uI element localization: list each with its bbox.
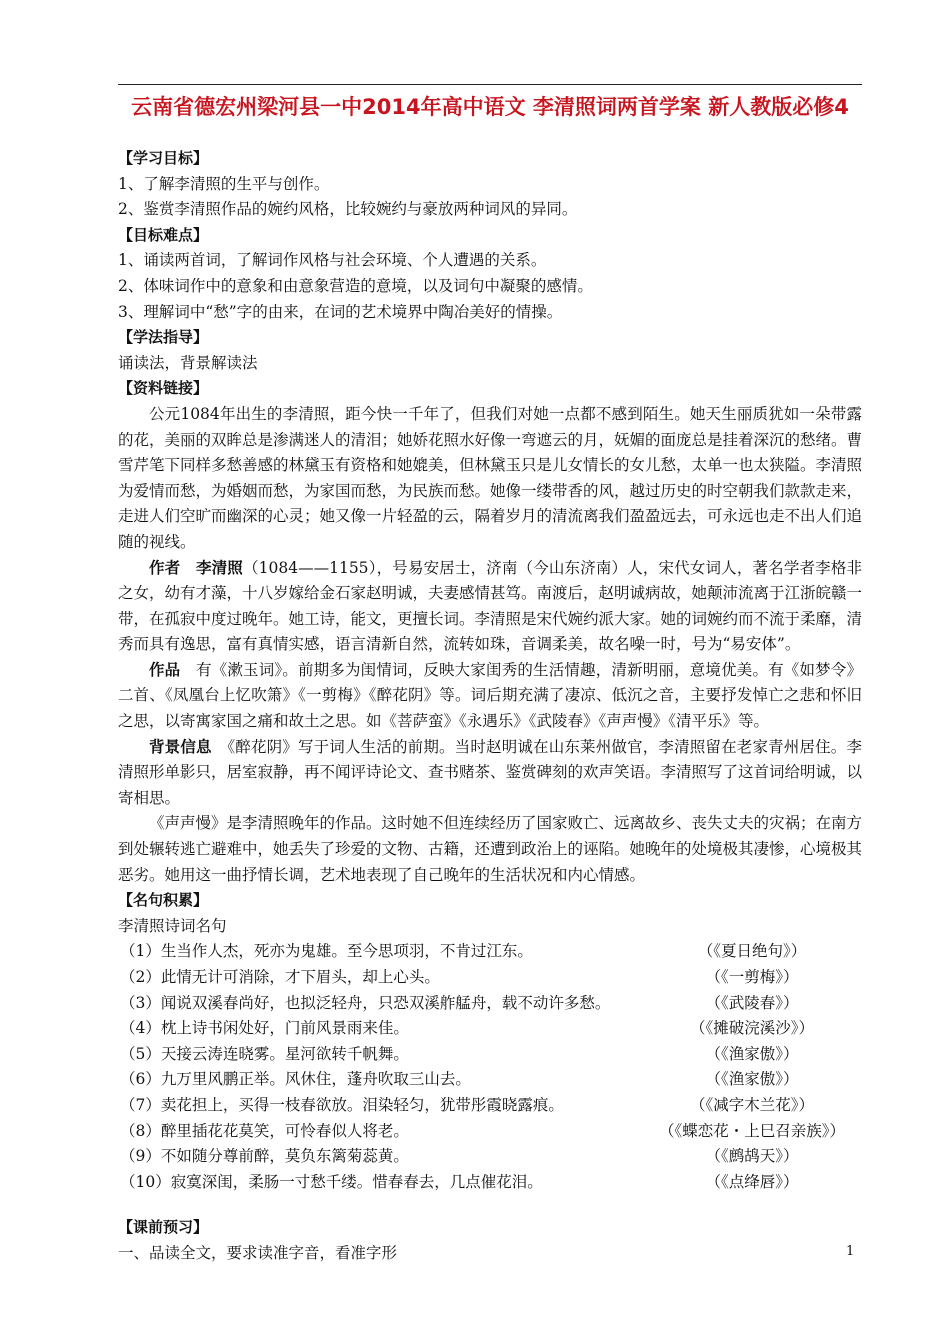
quote-item: [118, 939, 862, 965]
quote-text: （1）生当作人杰，死亦为鬼雄。至今思项羽，不肯过江东。: [120, 942, 533, 961]
quote-text: （5）天接云涛连晓雾。星河欲转千帆舞。: [120, 1044, 409, 1063]
works-paragraph: [118, 658, 862, 735]
section-heading-resources: 【资料链接】: [118, 379, 209, 398]
quote-source: （《摊破浣溪沙》）: [689, 1019, 814, 1038]
difficulty-item: 2、体味词作中的意象和由意象营造的意境，以及词句中凝聚的感情。: [118, 276, 593, 295]
quote-text: （7）卖花担上，买得一枝春欲放。泪染轻匀，犹带彤霞晓露痕。: [120, 1095, 564, 1114]
spacer: [118, 1195, 862, 1215]
quote-item: [118, 965, 862, 991]
quote-source: （《一剪梅》）: [705, 968, 799, 986]
quote-source: （《点绛唇》）: [705, 1172, 799, 1191]
page-number: 1: [846, 1244, 855, 1259]
quote-source: （《减字木兰花》）: [689, 1095, 814, 1114]
quote-text: （9）不如随分尊前醉，莫负东篱菊蕊黄。: [120, 1147, 409, 1166]
quote-source: （《鹧鸪天》）: [705, 1147, 799, 1166]
quote-source: （《蝶恋花・上巳召亲族》）: [658, 1121, 845, 1140]
quote-text: （3）闻说双溪春尚好，也拟泛轻舟，只恐双溪舴艋舟，载不动许多愁。: [120, 993, 611, 1012]
resources-intro: 公元1084年出生的李清照，距今快一千年了，但我们对她一点都不感到陌生。她天生丽质犹如一朵带露的花，美丽的双眸总是渗满迷人的清泪；她娇花照水好像一弯遮云的月，妩媚的面庞总是挂着深沉的愁绪。曹雪芹笔下同样多愁善感的林黛玉有资格和她媲美，但林黛玉只是儿女情长的女儿愁，太单一也太狭隘。李清照为爱情而愁，为婚姻而愁，为家国而愁，为民族而愁。她像一缕带香的风，越过历史的时空朝我们款款走来，走进人们空旷而幽深的心灵；她又像一片轻盈的云，隔着岁月的清流离我们盈盈远去，可永远也走不出人们追随的视线。: [118, 404, 863, 551]
quote-text: （4）枕上诗书闲处好，门前风景雨来佳。: [120, 1019, 409, 1038]
goal-item: 1、了解李清照的生平与创作。: [118, 174, 330, 193]
background-paragraph-2: 《声声慢》是李清照晚年的作品。这时她不但连续经历了国家败亡、远离故乡、丧失丈夫的灾祸；在南方到处辗转逃亡避难中，她丢失了珍爱的文物、古籍，还遭到政治上的诬陷。她晚年的处境极其凄惨，心境极其恶劣。她用这一曲抒情长调，艺术地表现了自己晚年的生活状况和内心情感。: [118, 814, 863, 884]
quote-item: [118, 1093, 862, 1119]
works-label: 作品: [149, 660, 181, 679]
quote-source: （《渔家傲》）: [705, 1070, 799, 1089]
header-rule: [118, 84, 862, 85]
quote-source: （《渔家傲》）: [705, 1044, 799, 1063]
background-text: 《醉花阴》写于词人生活的前期。当时赵明诚在山东莱州做官，李清照留在老家青州居住。李清照形单影只，居室寂静，再不闻评诗论文、查书赌茶、鉴赏碑刻的欢声笑语。李清照写了这首词给明诚，以寄相思。: [118, 737, 863, 807]
quote-text: （8）醉里插花花莫笑，可怜春似人将老。: [120, 1121, 409, 1140]
document-title: 云南省德宏州梁河县一中2014年高中语文 李清照词两首学案 新人教版必修4: [131, 95, 849, 119]
quote-text: （6）九万里风鹏正举。风休住，蓬舟吹取三山去。: [120, 1070, 471, 1089]
section-heading-method: 【学法指导】: [118, 328, 209, 347]
author-text: （1084——1155），号易安居士，济南（今山东济南）人，宋代女词人，著名学者李格非之女，幼有才藻，十八岁嫁给金石家赵明诚，夫妻感情甚笃。南渡后，赵明诚病故，她颠沛流离于江浙皖赣一带，在孤寂中度过晚年。她工诗，能文，更擅长词。李清照是宋代婉约派大家。她的词婉约而不流于柔靡，清秀而具有逸思，富有真情实感，语言清新自然，流转如珠，音调柔美，故名噪一时，号为“易安体”。: [118, 558, 863, 654]
quote-item: [118, 1119, 862, 1145]
quote-item: [118, 1067, 862, 1093]
preview-item: 一、品读全文，要求读准字音，看准字形: [118, 1243, 398, 1262]
document-body: [118, 146, 862, 1267]
section-heading-quotes: 【名句积累】: [118, 891, 209, 910]
quote-item: [118, 1016, 862, 1042]
quote-item: [118, 1144, 862, 1170]
background-label: 背景信息: [149, 737, 212, 756]
author-label: 作者 李清照: [149, 558, 243, 577]
section-heading-difficulties: 【目标难点】: [118, 225, 209, 244]
difficulty-item: 3、理解词中“愁”字的由来，在词的艺术境界中陶冶美好的情操。: [118, 302, 563, 321]
quote-item: [118, 991, 862, 1017]
goal-item: 2、鉴赏李清照作品的婉约风格，比较婉约与豪放两种词风的异同。: [118, 200, 578, 219]
difficulty-item: 1、诵读两首词，了解词作风格与社会环境、个人遭遇的关系。: [118, 251, 547, 270]
background-paragraph: [118, 735, 862, 812]
section-heading-goals: 【学习目标】: [118, 149, 209, 167]
quote-source: （《武陵春》）: [705, 993, 799, 1012]
quote-source: （《夏日绝句》）: [697, 942, 807, 961]
quotes-subheading: 李清照诗词名句: [118, 916, 227, 935]
quote-item: [118, 1042, 862, 1068]
quote-item: [118, 1170, 862, 1196]
author-paragraph: [118, 556, 862, 658]
section-heading-preview: 【课前预习】: [118, 1218, 209, 1237]
method-text: 诵读法，背景解读法: [118, 353, 258, 372]
quote-text: （10）寂寞深闺，柔肠一寸愁千缕。惜春春去，几点催花泪。: [120, 1172, 543, 1191]
works-text: 有《漱玉词》。前期多为闺情词，反映大家闺秀的生活情趣，清新明丽，意境优美。有《如梦令》二首、《凤凰台上忆吹箫》《一剪梅》《醉花阴》等。词后期充满了凄凉、低沉之音，主要抒发悼亡之悲和怀旧之思，以寄寓家国之痛和故土之思。如《菩萨蛮》《永遇乐》《武陵春》《声声慢》《清平乐》等。: [118, 660, 862, 731]
quote-text: （2）此情无计可消除，才下眉头，却上心头。: [120, 968, 440, 986]
